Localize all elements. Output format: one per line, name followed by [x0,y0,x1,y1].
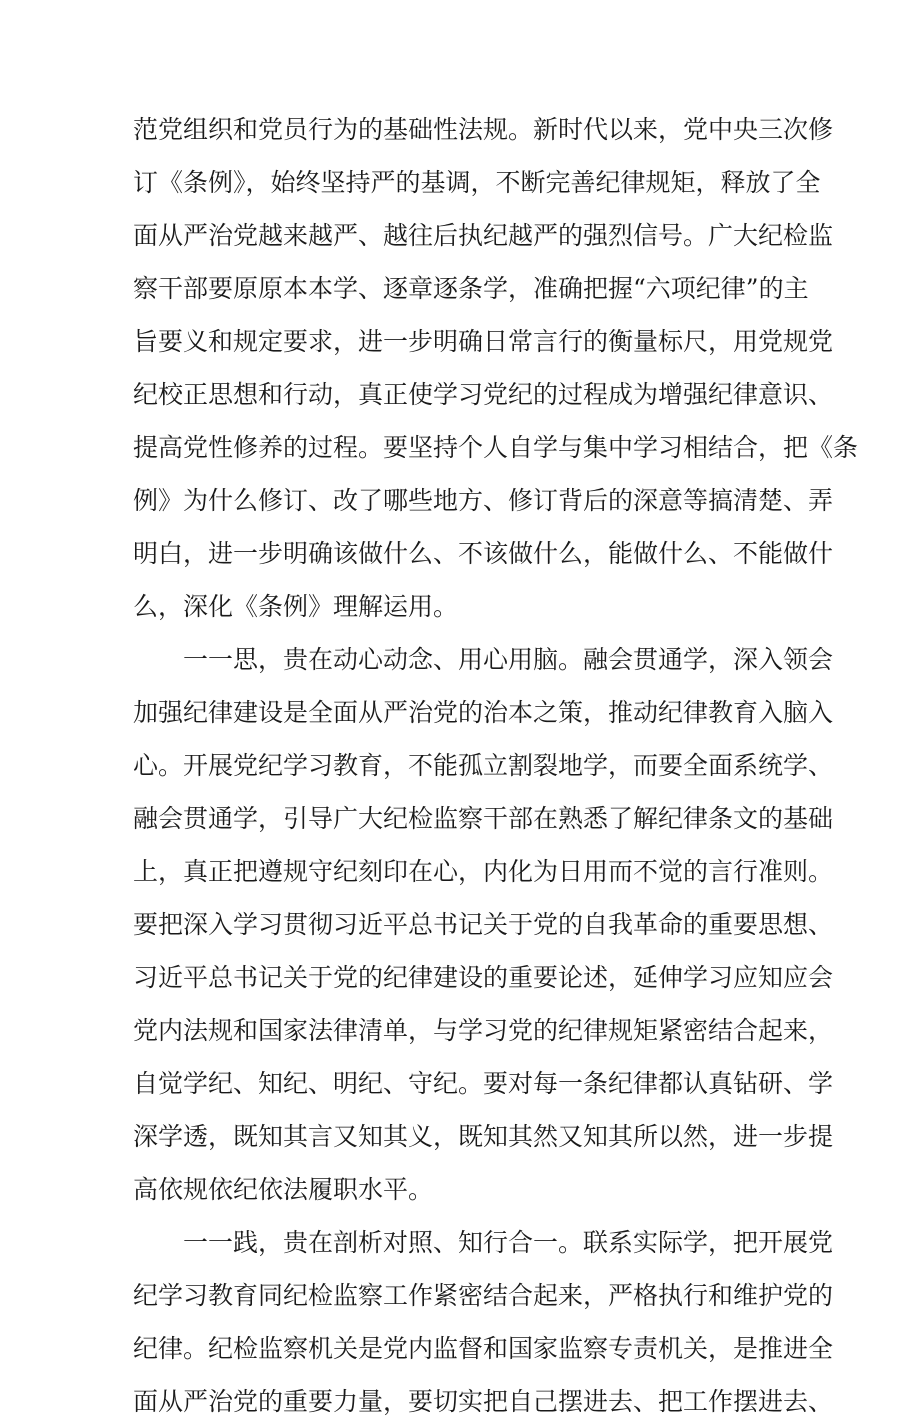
text-line: 纪学习教育同纪检监察工作紧密结合起来，严格执行和维护党的 [133,1281,834,1310]
text-line: 加强纪律建设是全面从严治党的治本之策，推动纪律教育入脑入 [133,698,834,727]
text-line: 纪律。纪检监察机关是党内监督和国家监察专责机关，是推进全 [133,1334,834,1363]
text-line: 深学透，既知其言又知其义，既知其然又知其所以然，进一步提 [133,1122,834,1151]
paragraph-3 [133,1216,834,1428]
text-line: 么，深化《条例》理解运用。 [133,592,459,621]
text-line: 明白，进一步明确该做什么、不该做什么，能做什么、不能做什 [133,539,834,568]
text-line: 党内法规和国家法律清单，与学习党的纪律规矩紧密结合起来， [133,1016,834,1045]
body-text [133,103,859,1428]
text-line: 面从严治党越来越严、越往后执纪越严的强烈信号。广大纪检监 [133,221,834,250]
text-line: 一一践，贵在剖析对照、知行合一。联系实际学，把开展党 [183,1228,834,1257]
text-line: 面从严治党的重要力量，要切实把自己摆进去、把工作摆进去、 [133,1387,834,1416]
text-line: 范党组织和党员行为的基础性法规。新时代以来，党中央三次修 [133,115,834,144]
text-line: 一一思，贵在动心动念、用心用脑。融会贯通学，深入领会 [183,645,834,674]
text-line: 高依规依纪依法履职水平。 [133,1175,434,1204]
text-line: 自觉学纪、知纪、明纪、守纪。要对每一条纪律都认真钻研、学 [133,1069,834,1098]
text-line: 察干部要原原本本学、逐章逐条学，准确把握“六项纪律”的主 [133,274,809,303]
text-line: 旨要义和规定要求，进一步明确日常言行的衡量标尺，用党规党 [133,327,834,356]
text-line: 心。开展党纪学习教育，不能孤立割裂地学，而要全面系统学、 [133,751,834,780]
text-line: 上，真正把遵规守纪刻印在心，内化为日用而不觉的言行准则。 [133,857,834,886]
text-line: 提高党性修养的过程。要坚持个人自学与集中学习相结合，把《条 [133,433,859,462]
paragraph-1 [133,103,859,633]
paragraph-2 [133,633,834,1216]
text-line: 习近平总书记关于党的纪律建设的重要论述，延伸学习应知应会 [133,963,834,992]
text-line: 例》为什么修订、改了哪些地方、修订背后的深意等搞清楚、弄 [133,486,834,515]
text-line: 融会贯通学，引导广大纪检监察干部在熟悉了解纪律条文的基础 [133,804,834,833]
text-line: 纪校正思想和行动，真正使学习党纪的过程成为增强纪律意识、 [133,380,834,409]
text-line: 要把深入学习贯彻习近平总书记关于党的自我革命的重要思想、 [133,910,834,939]
text-line: 订《条例》，始终坚持严的基调，不断完善纪律规矩，释放了全 [133,168,821,197]
